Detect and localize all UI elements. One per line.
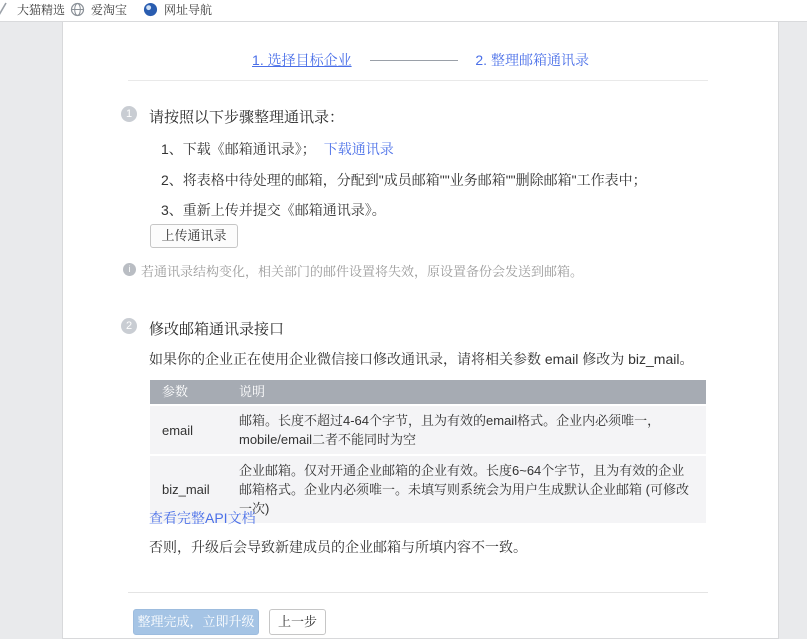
upload-contacts-button[interactable]: 上传通讯录 (150, 224, 238, 248)
footer-divider (128, 592, 708, 593)
section-2-title: 修改邮箱通讯录接口 (149, 321, 285, 338)
table-header-desc: 说明 (239, 384, 266, 399)
param-cell: biz_mail (162, 482, 210, 497)
table-header-row (150, 380, 706, 404)
finish-upgrade-button[interactable]: 整理完成，立即升级 (133, 609, 259, 635)
step-connector-line (370, 60, 458, 61)
bookmark-item-damao[interactable] (0, 0, 65, 22)
table-row-email (150, 406, 706, 454)
previous-step-button[interactable]: 上一步 (269, 609, 326, 635)
api-intro-text: 如果你的企业正在使用企业微信接口修改通讯录，请将相关参数 email 修改为 biz_mail。 (149, 351, 694, 367)
download-contacts-link[interactable]: 下载通讯录 (323, 141, 394, 157)
warning-text: 否则，升级后会导致新建成员的企业邮箱与所填内容不一致。 (149, 539, 527, 555)
instruction-step-2: 2、将表格中待处理的邮箱，分配到"成员邮箱""业务邮箱""删除邮箱"工作表中； (161, 172, 647, 188)
step-1-link[interactable]: 1. 选择目标企业 (252, 52, 352, 68)
view-api-docs-link[interactable]: 查看完整API文档 (149, 510, 256, 526)
bookmark-item-aitaobao[interactable] (70, 0, 127, 22)
wizard-steps (63, 50, 778, 70)
wizard-card (62, 22, 779, 639)
info-icon: i (123, 263, 136, 276)
section-1-marker: 1 (121, 106, 137, 122)
structure-change-note: 若通讯录结构变化，相关部门的邮件设置将失效，原设置备份会发送到邮箱。 (141, 264, 584, 279)
step-2-label: 2. 整理邮箱通讯录 (475, 52, 589, 68)
header-divider (128, 80, 708, 81)
bookmarks-bar (0, 0, 807, 22)
param-cell: email (162, 422, 194, 438)
globe-icon (70, 2, 85, 17)
parameter-table (150, 380, 706, 523)
bookmark-label: 爱淘宝 (91, 2, 128, 17)
desc-cell: 企业邮箱。仅对开通企业邮箱的企业有效。长度6~64个字节，且为有效的企业邮箱格式。企业内必须唯一。未填写则系统会为用户生成默认企业邮箱 (可修改一次) (239, 463, 689, 516)
instruction-step-1 (161, 139, 394, 159)
bookmark-label: 大猫精选 (17, 2, 66, 17)
instruction-step-3: 3、重新上传并提交《邮箱通讯录》。 (161, 202, 386, 218)
instruction-step-1-text: 1、下载《邮箱通讯录》； (161, 141, 316, 157)
bookmark-item-navigation[interactable] (143, 0, 212, 22)
blue-sphere-icon (143, 2, 158, 17)
section-1-title: 请按照以下步骤整理通讯录： (149, 109, 345, 126)
slash-icon (0, 2, 11, 17)
section-2-marker: 2 (121, 318, 137, 334)
bookmark-label: 网址导航 (164, 2, 213, 17)
table-header-param: 参数 (162, 384, 189, 399)
desc-cell: 邮箱。长度不超过4-64个字节，且为有效的email格式。企业内必须唯一，mobile/email二者不能同时为空 (239, 413, 661, 447)
